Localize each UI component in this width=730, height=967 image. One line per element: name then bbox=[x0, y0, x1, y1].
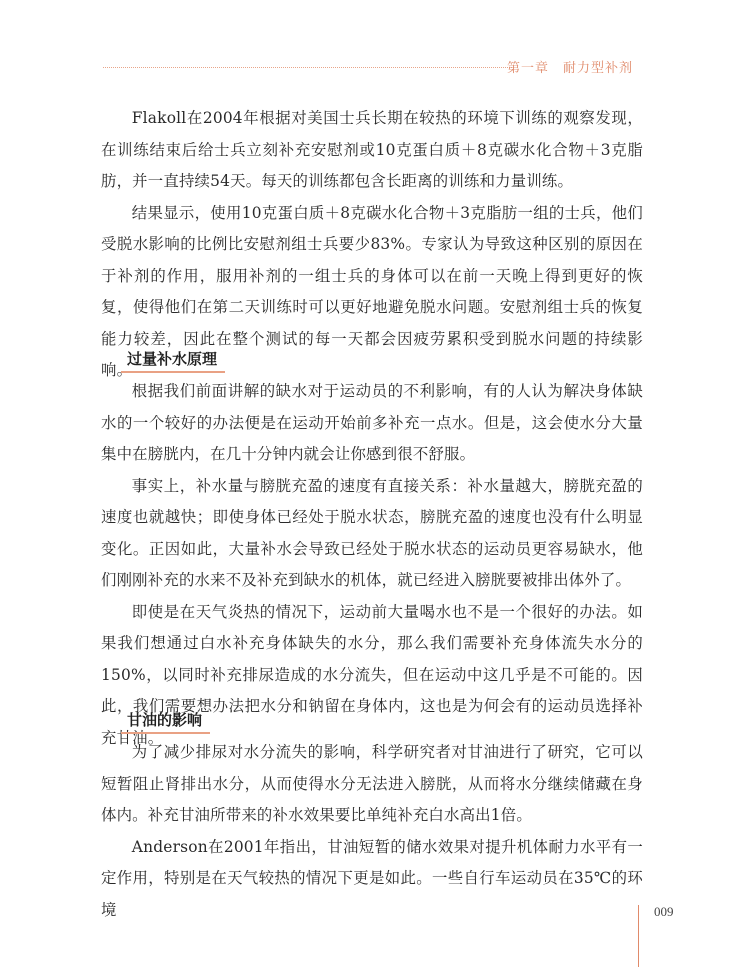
paragraph: 即使是在天气炎热的情况下，运动前大量喝水也不是一个很好的办法。如果我们想通过白水补充身体缺失的水分，那么我们需要补充身体流失水分的150%，以同时补充排尿造成的水分流失，但在运动中这几乎是不可能的。因此，我们需要想办法把水分和钠留在身体内，这也是为何会有的运动员选择补充甘油。 bbox=[101, 602, 643, 747]
paragraph: 为了减少排尿对水分流失的影响，科学研究者对甘油进行了研究，它可以短暂阻止肾排出水分，从而使得水分无法进入膀胱，从而将水分继续储藏在身体内。补充甘油所带来的补水效果要比单纯补充白水高出1倍。 bbox=[101, 743, 643, 824]
page-edge-rule bbox=[638, 905, 639, 967]
page-number: 009 bbox=[654, 904, 674, 919]
section-heading: 过量补水原理 bbox=[121, 348, 225, 373]
paragraph: 根据我们前面讲解的缺水对于运动员的不利影响，有的人认为解决身体缺水的一个较好的办法便是在运动开始前多补充一点水。但是，这会使水分大量集中在膀胱内，在几十分钟内就会让你感到很不舒服。 bbox=[101, 382, 643, 463]
section-glycerol bbox=[101, 704, 643, 926]
paragraph: Anderson在2001年指出，甘油短暂的储水效果对提升机体耐力水平有一定作用，特别是在天气较热的情况下更是如此。一些自行车运动员在35℃的环境 bbox=[101, 837, 643, 919]
header-dotted-rule bbox=[103, 67, 514, 68]
paragraph: 结果显示，使用10克蛋白质＋8克碳水化合物＋3克脂肪一组的士兵，他们受脱水影响的比例比安慰剂组士兵要少83%。专家认为导致这种区别的原因在于补剂的作用，服用补剂的一组士兵的身体可以在前一天晚上得到更好的恢复，使得他们在第二天训练时可以更好地避免脱水问题。安慰剂组士兵的恢复能力较差，因此在整个测试的每一天都会因疲劳累积受到脱水问题的持续影响。 bbox=[101, 203, 643, 379]
paragraph: 事实上，补水量与膀胱充盈的速度有直接关系：补水量越大，膀胱充盈的速度也就越快；即使身体已经处于脱水状态，膀胱充盈的速度也没有什么明显变化。正因如此，大量补水会导致已经处于脱水状态的运动员更容易缺水，他们刚刚补充的水来不及补充到缺水的机体，就已经进入膀胱要被排出体外了。 bbox=[101, 476, 643, 589]
chapter-title: 第一章 耐力型补剂 bbox=[506, 61, 633, 76]
running-header bbox=[103, 56, 633, 76]
section-overhydration bbox=[101, 343, 643, 754]
section-heading: 甘油的影响 bbox=[121, 709, 210, 734]
paragraph: Flakoll在2004年根据对美国士兵长期在较热的环境下训练的观察发现，在训练结束后给士兵立刻补充安慰剂或10克蛋白质＋8克碳水化合物＋3克脂肪，并一直持续54天。每天的训练都包含长距离的训练和力量训练。 bbox=[101, 109, 643, 190]
